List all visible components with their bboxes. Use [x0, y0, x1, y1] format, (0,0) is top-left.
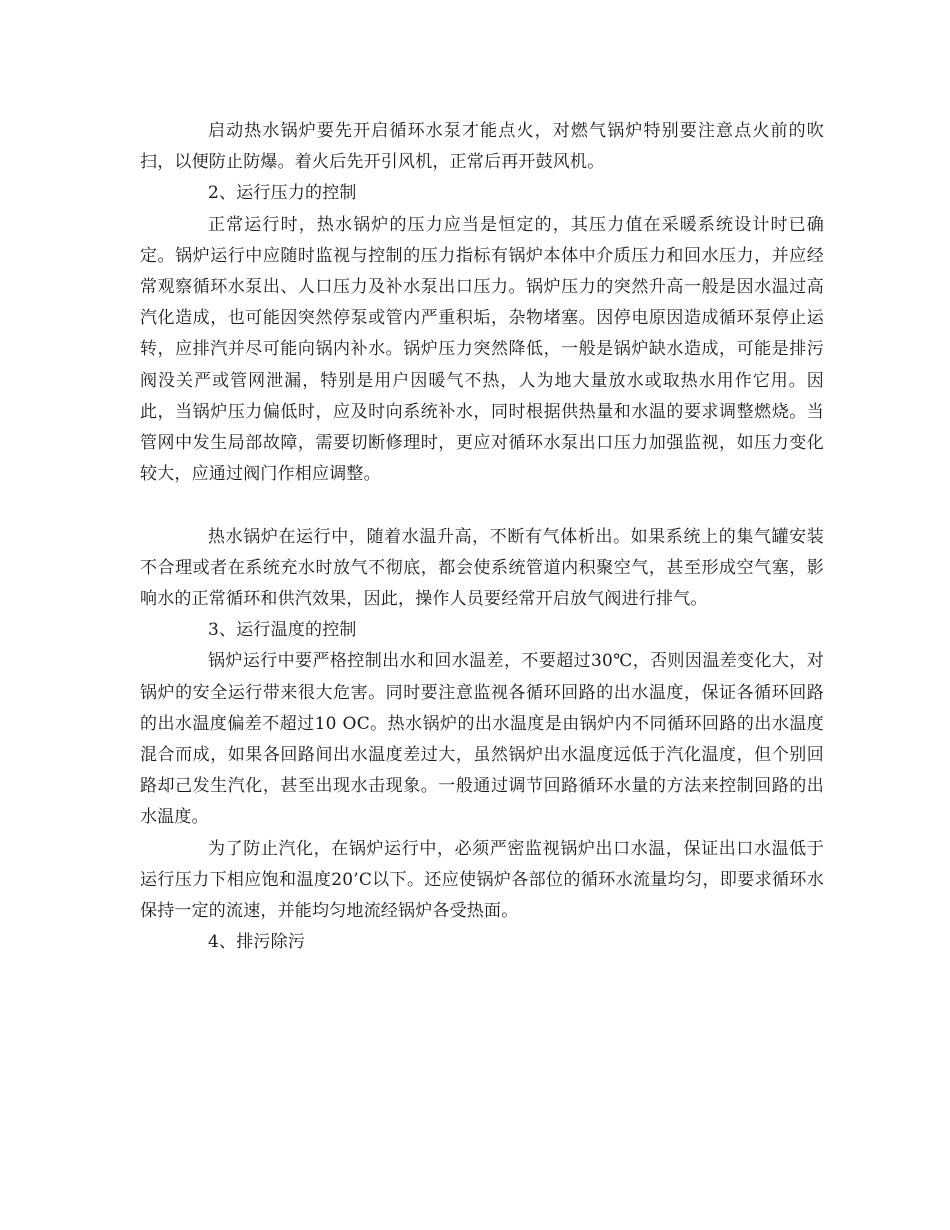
paragraph-pressure-control: 正常运行时，热水锅炉的压力应当是恒定的，其压力值在采暖系统设计时已确定。锅炉运行中应随时监视与控制的压力指标有锅炉本体中介质压力和回水压力，并应经常观察循环水泵出、人口压力及补水泵出口压力。锅炉压力的突然升高一般是因水温过高汽化造成，也可能因突然停泵或管内严重积垢，杂物堵塞。因停电原因造成循环泵停止运转，应排汽并尽可能向锅内补水。锅炉压力突然降低，一般是锅炉缺水造成，可能是排污阀没关严或管网泄漏，特别是用户因暖气不热，人为地大量放水或取热水用作它用。因此，当锅炉压力偏低时，应及时向系统补水，同时根据供热量和水温的要求调整燃烧。当管网中发生局部故障，需要切断修理时，更应对循环水泵出口压力加强监视，如压力变化较大，应通过阀门作相应调整。 [140, 214, 824, 485]
paragraph-vaporization-prevention: 为了防止汽化，在锅炉运行中，必须严密监视锅炉出口水温，保证出口水温低于运行压力下相应饱和温度20’C以下。还应使锅炉各部位的循环水流量均匀，即要求循环水保持一定的流速，并能均匀地流经锅炉各受热面。 [140, 838, 824, 922]
document-page [140, 116, 824, 958]
paragraph-air-venting: 热水锅炉在运行中，随着水温升高，不断有气体析出。如果系统上的集气罐安装不合理或者在系统充水时放气不彻底，都会使系统管道内积聚空气，甚至形成空气塞，影响水的正常循环和供汽效果，因此，操作人员要经常开启放气阀进行排气。 [140, 526, 824, 610]
paragraph-startup: 启动热水锅炉要先开启循环水泵才能点火，对燃气锅炉特别要注意点火前的吹扫，以便防止防爆。着火后先开引风机，正常后再开鼓风机。 [140, 121, 824, 173]
section-heading-blowdown: 4、排污除污 [208, 932, 306, 953]
paragraph-temperature-control: 锅炉运行中要严格控制出水和回水温差，不要超过30℃，否则因温差变化大，对锅炉的安全运行带来很大危害。同时要注意监视各循环回路的出水温度，保证各循环回路的出水温度偏差不超过10 OC。热水锅炉的出水温度是由锅炉内不同循环回路的出水温度混合而成，如果各回路间出水温度差过大，虽然锅炉出水温度远低于汽化温度，但个别回路却己发生汽化，甚至出现水击现象。一般通过调节回路循环水量的方法来控制回路的出水温度。 [140, 651, 824, 828]
section-heading-temperature: 3、运行温度的控制 [208, 620, 357, 641]
blank-line [140, 490, 824, 521]
section-heading-pressure: 2、运行压力的控制 [208, 183, 357, 204]
